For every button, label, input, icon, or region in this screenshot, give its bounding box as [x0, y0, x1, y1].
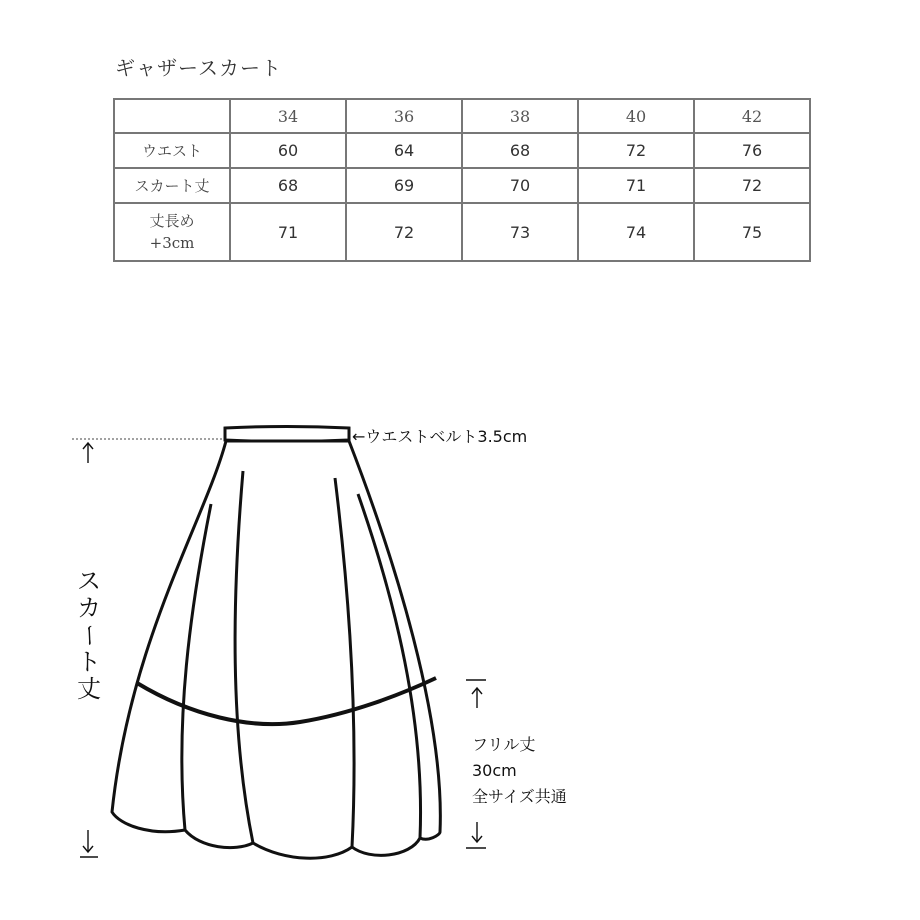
skirt-length-char-2: カ	[77, 594, 101, 622]
header-size-42: 42	[694, 99, 810, 133]
chart-title: ギャザースカート	[115, 56, 282, 80]
cell-length-42: 72	[694, 168, 810, 203]
header-size-36: 36	[346, 99, 462, 133]
cell-length-40: 71	[578, 168, 694, 203]
frill-top-arrow	[466, 680, 486, 708]
cell-long-42: 75	[694, 203, 810, 261]
length-bottom-arrow	[80, 830, 98, 857]
cell-waist-40: 72	[578, 133, 694, 168]
frill-measure: 30cm	[472, 761, 517, 780]
cell-length-36: 69	[346, 168, 462, 203]
cell-waist-36: 64	[346, 133, 462, 168]
row-label-long-length-line1: 丈長め	[149, 212, 195, 230]
skirt-length-char-4: ト	[77, 648, 101, 676]
skirt-length-label	[74, 568, 104, 703]
cell-long-34: 71	[230, 203, 346, 261]
skirt-length-char-3: ー	[75, 623, 104, 648]
row-label-skirt-length: スカート丈	[114, 168, 230, 203]
skirt-length-char-5: 丈	[77, 675, 101, 703]
row-label-long-length-line2: +3cm	[149, 234, 195, 252]
cell-waist-34: 60	[230, 133, 346, 168]
cell-long-36: 72	[346, 203, 462, 261]
cell-waist-38: 68	[462, 133, 578, 168]
length-top-arrow	[83, 443, 93, 463]
cell-waist-42: 76	[694, 133, 810, 168]
skirt-length-char-1: ス	[77, 567, 101, 595]
frill-all-sizes: 全サイズ共通	[472, 787, 567, 806]
skirt-outline	[112, 441, 440, 858]
cell-long-38: 73	[462, 203, 578, 261]
cell-length-34: 68	[230, 168, 346, 203]
header-size-34: 34	[230, 99, 346, 133]
frill-label: フリル丈	[472, 735, 536, 754]
row-label-waist: ウエスト	[114, 133, 230, 168]
cell-long-40: 74	[578, 203, 694, 261]
header-size-40: 40	[578, 99, 694, 133]
frill-bottom-arrow	[466, 822, 486, 848]
frill-length-note	[472, 732, 567, 810]
waist-belt-note: ←ウエストベルト3.5cm	[352, 427, 528, 446]
header-size-38: 38	[462, 99, 578, 133]
cell-length-38: 70	[462, 168, 578, 203]
waistband	[225, 427, 349, 442]
